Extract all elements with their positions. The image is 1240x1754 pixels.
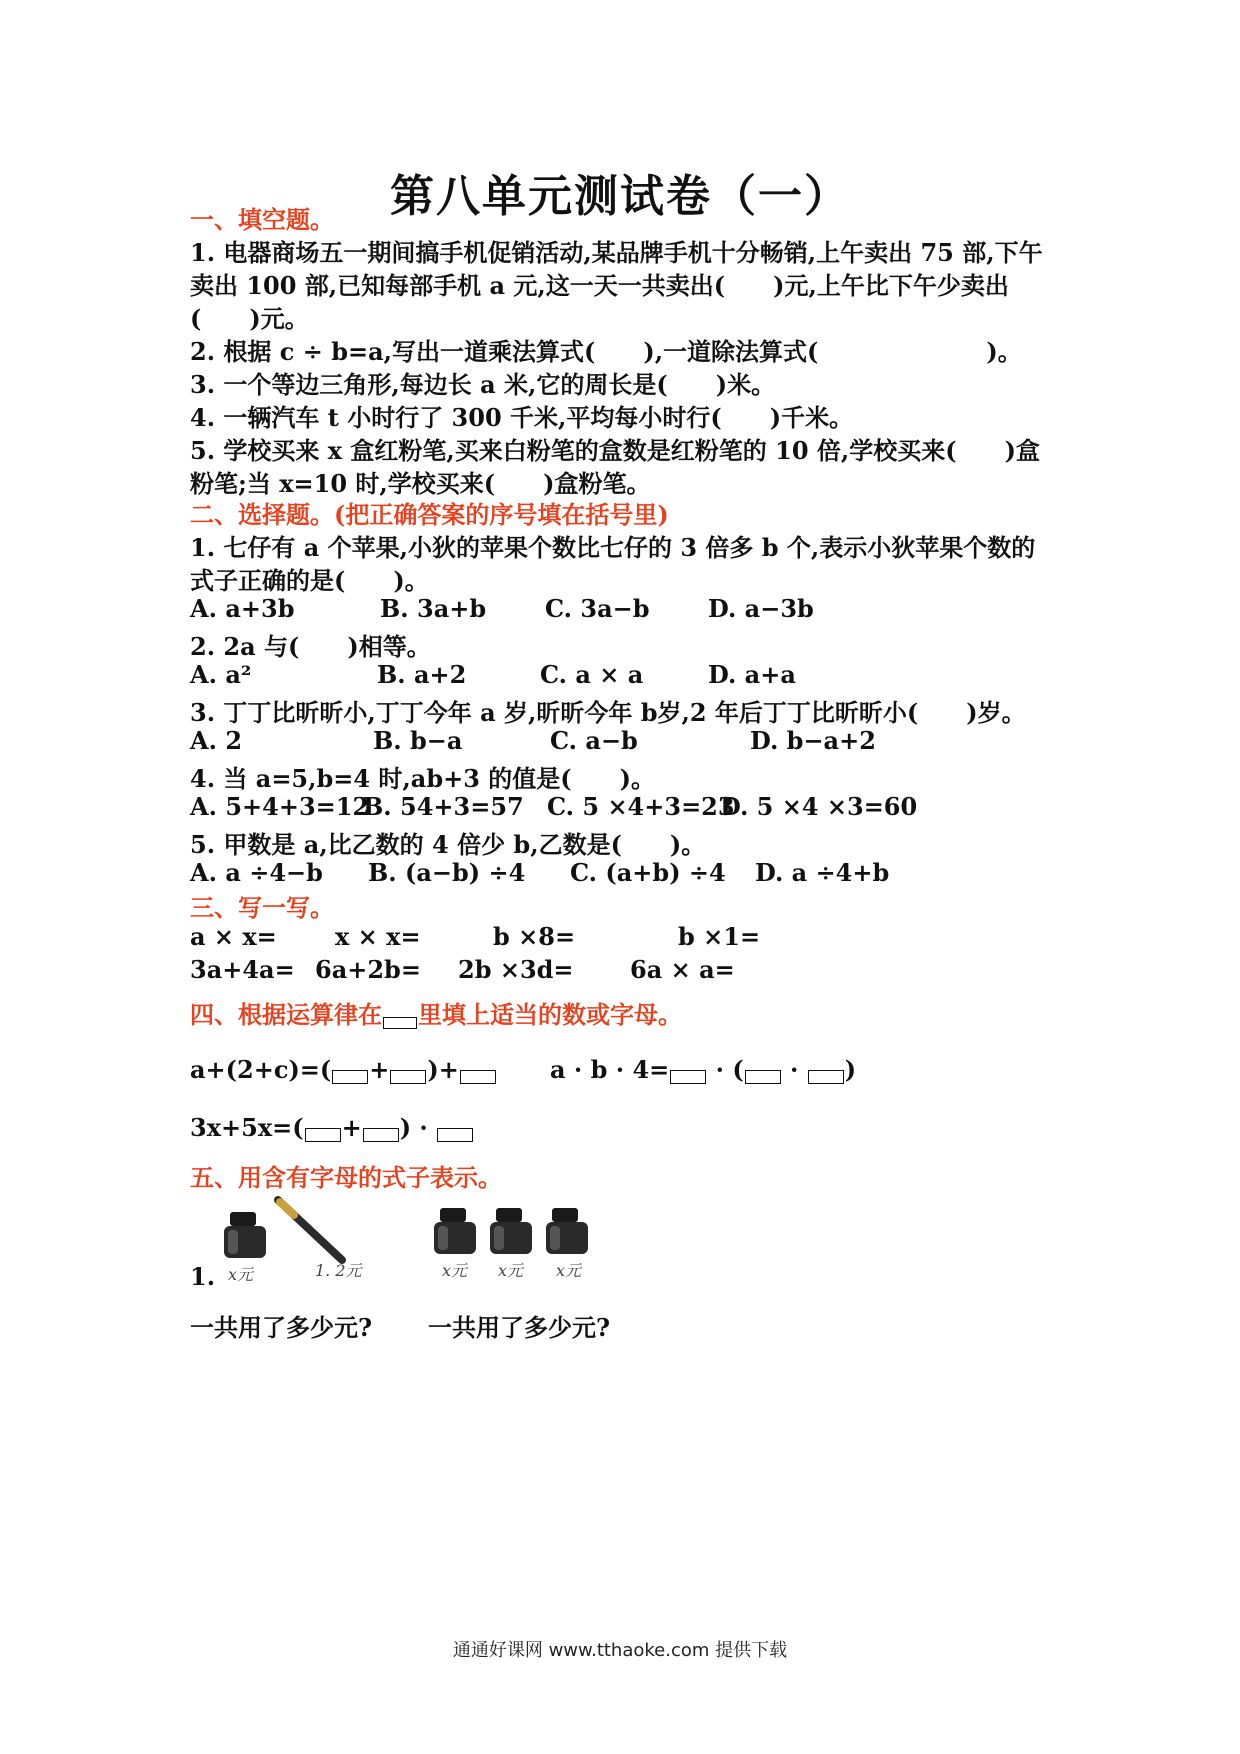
option-b: B. 54+3=57	[363, 792, 524, 821]
answer-blank[interactable]	[363, 1128, 399, 1142]
write-item: 3a+4a=	[190, 955, 295, 984]
expr-text: 3x+5x=(	[190, 1113, 304, 1142]
choice-q2: 2. 2a 与( )相等。	[190, 632, 431, 661]
ink-bottle-icon	[542, 1206, 592, 1258]
answer-blank[interactable]	[390, 1070, 426, 1084]
choice-q1-line1: 1. 七仔有 a 个苹果,小狄的苹果个数比七仔的 3 倍多 b 个,表示小狄苹果个数的	[190, 533, 1036, 562]
section-heading-fill: 一、填空题。	[190, 205, 334, 234]
section-law-post: 里填上适当的数或字母。	[418, 1000, 682, 1029]
express-ask-2: 一共用了多少元?	[428, 1313, 611, 1342]
answer-blank[interactable]	[437, 1128, 473, 1142]
option-b: B. a+2	[377, 660, 467, 689]
write-item: 6a × a=	[630, 955, 735, 984]
fill-q2: 2. 根据 c ÷ b=a,写出一道乘法算式( ),一道除法算式( )。	[190, 337, 1022, 366]
answer-blank[interactable]	[332, 1070, 368, 1084]
expr-text: +	[341, 1113, 362, 1142]
answer-blank[interactable]	[670, 1070, 706, 1084]
ink-price-label: x元	[556, 1261, 582, 1280]
law-expression-3	[190, 1113, 474, 1142]
option-d: D. a−3b	[708, 594, 814, 623]
fill-q1-line2: 卖出 100 部,已知每部手机 a 元,这一天一共卖出( )元,上午比下午少卖出	[190, 271, 1009, 300]
expr-text: +	[369, 1055, 390, 1084]
expr-text: a · b · 4=	[550, 1055, 670, 1084]
law-expression-1	[190, 1055, 497, 1084]
ink-price-label: x元	[498, 1261, 524, 1280]
section-heading-express: 五、用含有字母的式子表示。	[190, 1163, 502, 1192]
expr-text: )	[844, 1055, 857, 1084]
option-c: C. a−b	[550, 726, 638, 755]
page-title: 第八单元测试卷（一）	[390, 171, 850, 222]
section-heading-choice: 二、选择题。(把正确答案的序号填在括号里)	[190, 500, 669, 529]
section-law-pre: 四、根据运算律在	[190, 1000, 382, 1029]
expr-text: a+(2+c)=(	[190, 1055, 332, 1084]
write-item: b ×1=	[678, 922, 761, 951]
option-b: B. 3a+b	[380, 594, 487, 623]
write-item: b ×8=	[493, 922, 576, 951]
option-c: C. (a+b) ÷4	[570, 858, 726, 887]
write-item: 2b ×3d=	[458, 955, 574, 984]
option-d: D. a+a	[708, 660, 796, 689]
expr-text: ·	[781, 1055, 807, 1084]
option-b: B. b−a	[373, 726, 463, 755]
choice-q5: 5. 甲数是 a,比乙数的 4 倍少 b,乙数是( )。	[190, 830, 706, 859]
choice-q1-line2: 式子正确的是( )。	[190, 566, 429, 595]
pen-price-label: 1. 2元	[315, 1261, 362, 1280]
expr-text: ) ·	[399, 1113, 437, 1142]
blank-box-icon	[383, 1017, 417, 1029]
law-expression-2	[550, 1055, 856, 1084]
section-heading-write: 三、写一写。	[190, 893, 334, 922]
choice-q4: 4. 当 a=5,b=4 时,ab+3 的值是( )。	[190, 764, 655, 793]
option-a: A. a²	[190, 660, 252, 689]
ink-price-label: x元	[442, 1261, 468, 1280]
answer-blank[interactable]	[745, 1070, 781, 1084]
option-a: A. 5+4+3=12	[190, 792, 370, 821]
choice-q3: 3. 丁丁比昕昕小,丁丁今年 a 岁,昕昕今年 b岁,2 年后丁丁比昕昕小( )岁。	[190, 698, 1026, 727]
express-ask-1: 一共用了多少元?	[190, 1313, 373, 1342]
write-item: 6a+2b=	[315, 955, 421, 984]
fill-q4: 4. 一辆汽车 t 小时行了 300 千米,平均每小时行( )千米。	[190, 403, 854, 432]
answer-blank[interactable]	[808, 1070, 844, 1084]
ink-bottle-icon	[430, 1206, 480, 1258]
section-heading-law	[190, 995, 682, 1030]
option-c: C. 5 ×4+3=23	[547, 792, 735, 821]
express-q1-number: 1.	[190, 1262, 216, 1291]
answer-blank[interactable]	[305, 1128, 341, 1142]
write-item: a × x=	[190, 922, 277, 951]
expr-text: · (	[707, 1055, 744, 1084]
option-a: A. a ÷4−b	[190, 858, 323, 887]
footer-credit: 通通好课网 www.tthaoke.com 提供下载	[452, 1640, 788, 1661]
fill-q3: 3. 一个等边三角形,每边长 a 米,它的周长是( )米。	[190, 370, 776, 399]
write-item: x × x=	[335, 922, 421, 951]
fill-q5-line2: 粉笔;当 x=10 时,学校买来( )盒粉笔。	[190, 469, 651, 498]
ink-bottle-icon	[220, 1210, 270, 1262]
fill-q1-line3: ( )元。	[190, 304, 309, 333]
option-b: B. (a−b) ÷4	[368, 858, 526, 887]
option-d: D. 5 ×4 ×3=60	[720, 792, 918, 821]
option-c: C. a × a	[540, 660, 644, 689]
expr-text: )+	[427, 1055, 459, 1084]
option-d: D. b−a+2	[750, 726, 876, 755]
pen-icon	[270, 1196, 350, 1266]
ink-price-label: x元	[228, 1265, 254, 1284]
option-a: A. 2	[190, 726, 243, 755]
ink-bottle-icon	[486, 1206, 536, 1258]
answer-blank[interactable]	[460, 1070, 496, 1084]
fill-q1-line1: 1. 电器商场五一期间搞手机促销活动,某品牌手机十分畅销,上午卖出 75 部,下午	[190, 238, 1043, 267]
fill-q5-line1: 5. 学校买来 x 盒红粉笔,买来白粉笔的盒数是红粉笔的 10 倍,学校买来( )盒	[190, 436, 1040, 465]
option-c: C. 3a−b	[545, 594, 650, 623]
option-d: D. a ÷4+b	[755, 858, 890, 887]
option-a: A. a+3b	[190, 594, 295, 623]
